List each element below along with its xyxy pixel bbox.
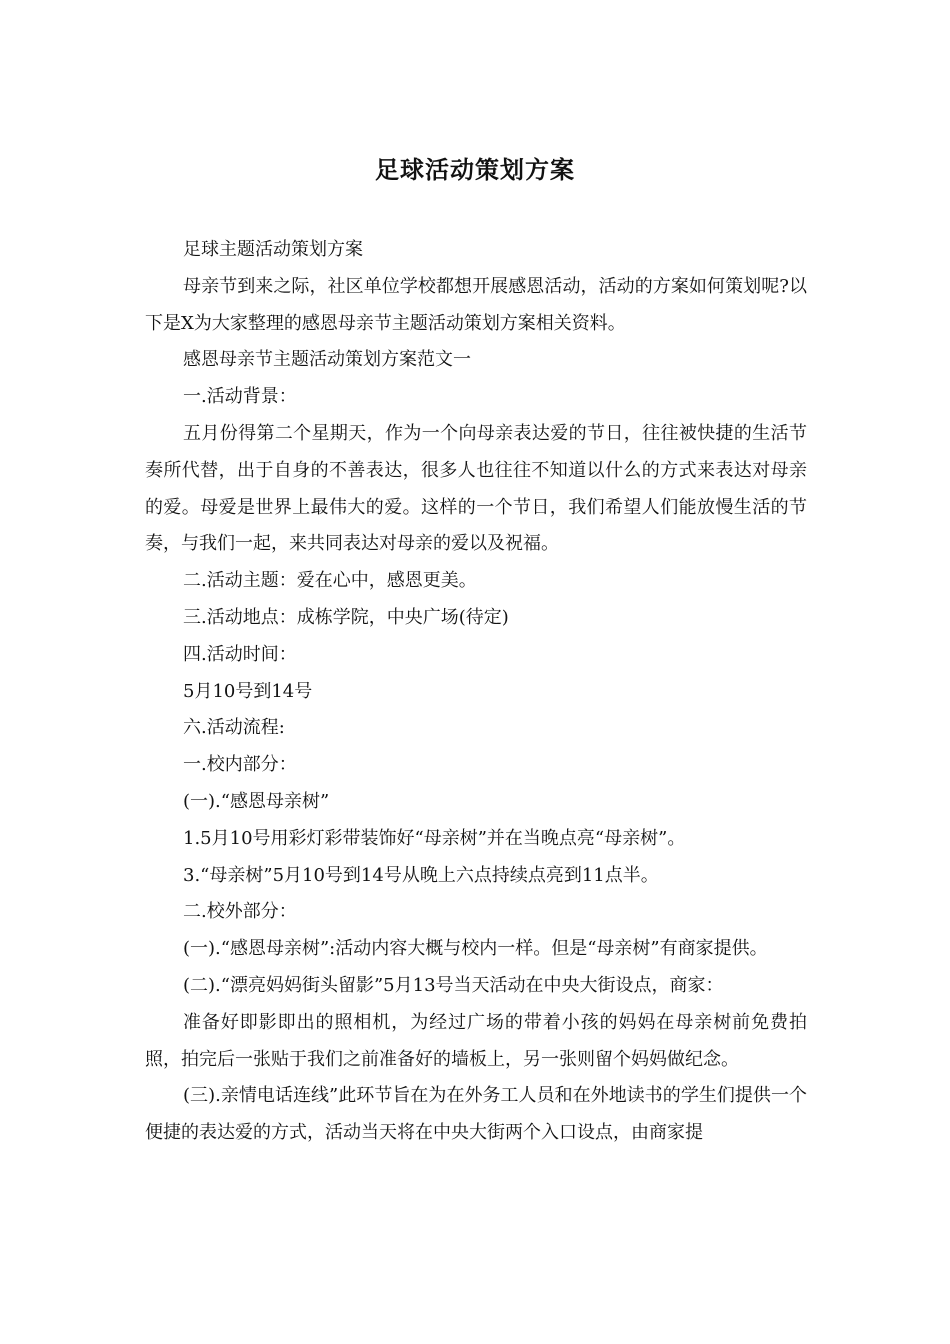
paragraph-background-heading: 一.活动背景： (183, 386, 297, 408)
paragraph-offcampus-tree: (一).“感恩母亲树”:活动内容大概与校内一样。但是“母亲树”有商家提供。 (183, 938, 768, 960)
document-title: 足球活动策划方案 (375, 155, 575, 184)
paragraph-campus-step-3: 3.“母亲树”5月10号到14号从晚上六点持续点亮到11点半。 (183, 864, 659, 886)
document-body (145, 232, 807, 1152)
paragraph-campus-step-1: 1.5月10号用彩灯彩带装饰好“母亲树”并在当晚点亮“母亲树”。 (183, 827, 686, 849)
paragraph-time-heading: 四.活动时间： (183, 643, 297, 665)
paragraph-location: 三.活动地点：成栋学院，中央广场(待定) (183, 606, 509, 628)
paragraph-sample-heading: 感恩母亲节主题活动策划方案范文一 (183, 349, 471, 371)
paragraph-intro: 母亲节到来之际，社区单位学校都想开展感恩活动，活动的方案如何策划呢?以下是X为大家整理的感恩母亲节主题活动策划方案相关资料。 (145, 275, 807, 334)
paragraph-time: 5月10号到14号 (183, 680, 313, 702)
paragraph-offcampus-photo: (二).“漂亮妈妈街头留影”5月13号当天活动在中央大街设点，商家： (183, 974, 724, 996)
paragraph-campus-tree: (一).“感恩母亲树” (183, 790, 330, 812)
paragraph-offcampus-phone: (三).亲情电话连线”此环节旨在为在外务工人员和在外地读书的学生们提供一个便捷的表达爱的方式，活动当天将在中央大街两个入口设点，由商家提 (145, 1085, 807, 1144)
paragraph-offcampus-heading: 二.校外部分： (183, 901, 297, 923)
paragraph-subtitle: 足球主题活动策划方案 (183, 239, 363, 260)
paragraph-theme: 二.活动主题：爱在心中，感恩更美。 (183, 570, 477, 592)
paragraph-offcampus-photo-detail: 准备好即影即出的照相机，为经过广场的带着小孩的妈妈在母亲树前免费拍照，拍完后一张贴于我们之前准备好的墙板上，另一张则留个妈妈做纪念。 (145, 1011, 807, 1070)
paragraph-process-heading: 六.活动流程: (183, 717, 285, 739)
paragraph-campus-heading: 一.校内部分： (183, 754, 297, 776)
paragraph-background: 五月份得第二个星期天，作为一个向母亲表达爱的节日，往往被快捷的生活节奏所代替，出于自身的不善表达，很多人也往往不知道以什么的方式来表达对母亲的爱。母爱是世界上最伟大的爱。这样的一个节日，我们希望人们能放慢生活的节奏，与我们一起，来共同表达对母亲的爱以及祝福。 (145, 422, 807, 555)
